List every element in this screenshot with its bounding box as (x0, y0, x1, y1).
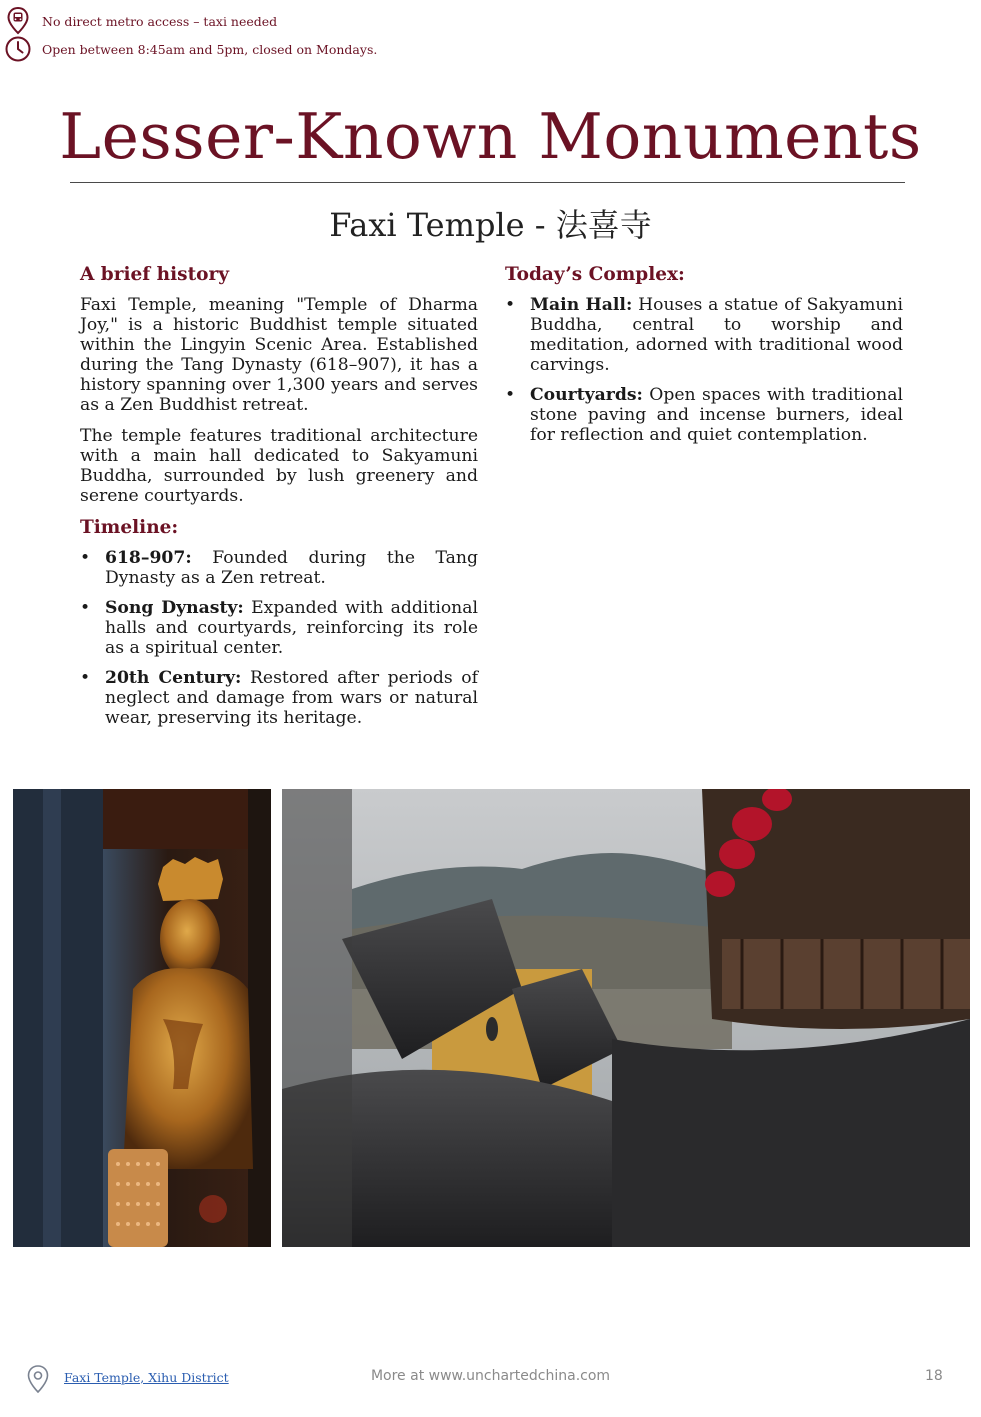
page-subtitle: Faxi Temple - 法喜寺 (329, 206, 652, 244)
timeline-list (80, 548, 478, 728)
timeline-item: • Song Dynasty: Expanded with additional halls and courtyards, reinforcing its role as a spiritual center. (80, 598, 478, 658)
complex-item: • Courtyards: Open spaces with traditional stone paving and incense burners, ideal for reflection and quiet contemplation. (505, 385, 903, 445)
history-heading: A brief history (80, 264, 229, 285)
history-paragraph: The temple features traditional architecture with a main hall dedicated to Sakyamuni Buddha, surrounded by lush greenery and serene courtyards. (80, 426, 478, 506)
hours-info-text: Open between 8:45am and 5pm, closed on Mondays. (42, 41, 378, 57)
title-divider (70, 182, 905, 183)
temple-roofs-photo (282, 789, 970, 1247)
clock-icon (5, 36, 31, 62)
location-link[interactable]: Faxi Temple, Xihu District (64, 1370, 229, 1385)
page-title: Lesser-Known Monuments (59, 100, 922, 173)
history-paragraph: Faxi Temple, meaning "Temple of Dharma Joy," is a historic Buddhist temple situated within the Lingyin Scenic Area. Established during the Tang Dynasty (618–907), it has a history spanning over 1,300 years and serves as a Zen Buddhist retreat. (80, 295, 478, 415)
website-credit: More at www.unchartedchina.com (370, 1368, 611, 1384)
metro-info-text: No direct metro access – taxi needed (42, 13, 278, 29)
metro-pin-icon (5, 8, 31, 34)
left-column (80, 264, 478, 738)
complex-list (505, 295, 903, 445)
timeline-item: • 20th Century: Restored after periods of neglect and damage from wars or natural wear, preserving its heritage. (80, 668, 478, 728)
complex-heading: Today’s Complex: (505, 264, 685, 285)
buddha-statue-photo (13, 789, 271, 1247)
timeline-heading: Timeline: (80, 517, 179, 538)
timeline-item: • 618–907: Founded during the Tang Dynasty as a Zen retreat. (80, 548, 478, 588)
complex-item: • Main Hall: Houses a statue of Sakyamuni Buddha, central to worship and meditation, adorned with traditional wood carvings. (505, 295, 903, 375)
right-column (505, 264, 903, 455)
hours-info (5, 36, 377, 62)
page-number: 18 (925, 1368, 943, 1384)
metro-info (5, 8, 277, 34)
